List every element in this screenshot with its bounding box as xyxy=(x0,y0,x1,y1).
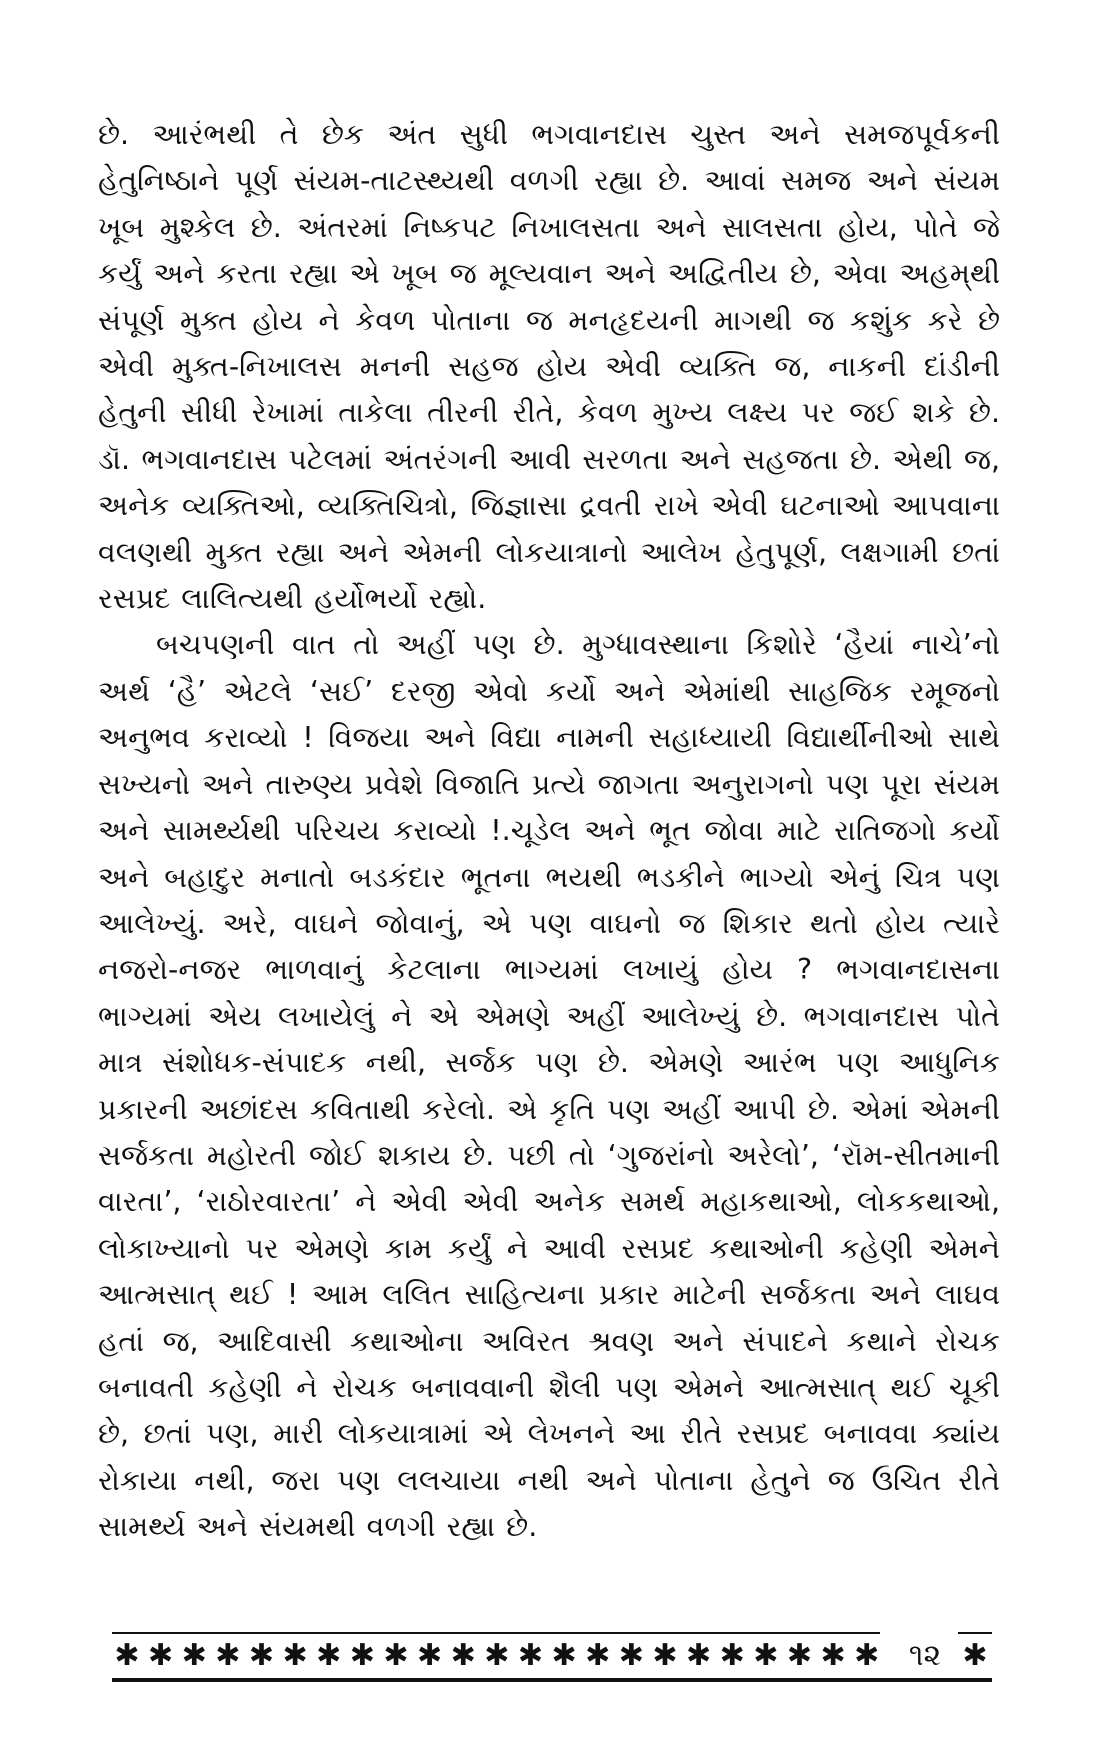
footer-star-icon: ✱ xyxy=(517,1638,544,1673)
footer-star-icon: ✱ xyxy=(450,1638,476,1673)
footer-star-icon: ✱ xyxy=(282,1638,308,1673)
footer-star-icon: ✱ xyxy=(148,1638,174,1673)
page-number: ૧૨ xyxy=(908,1638,942,1673)
footer-star-icon: ✱ xyxy=(753,1638,779,1673)
footer-star-icon: ✱ xyxy=(652,1638,678,1673)
footer-star-icon: ✱ xyxy=(417,1638,443,1673)
footer-star-icon: ✱ xyxy=(248,1638,275,1673)
footer-star-icon: ✱ xyxy=(383,1638,409,1673)
footer-star-icon: ✱ xyxy=(686,1638,712,1673)
footer-rule-top xyxy=(112,1632,880,1634)
footer-star-icon: ✱ xyxy=(316,1638,342,1673)
footer-star-icon: ✱ xyxy=(618,1638,644,1673)
footer-star-icon: ✱ xyxy=(114,1638,140,1673)
footer-star-icon: ✱ xyxy=(820,1638,846,1673)
body-text xyxy=(98,112,1000,1551)
corner-star-rule xyxy=(958,1632,992,1634)
footer-star-icon: ✱ xyxy=(215,1638,241,1673)
footer-star-icon: ✱ xyxy=(551,1638,577,1673)
footer-star-icon: ✱ xyxy=(484,1638,510,1673)
paragraph-continuation: છે. આરંભથી તે છેક અંત સુધી ભગવાનદાસ ચુસ્ત અને સમજપૂર્વકની હેતુનિષ્ઠાને પૂર્ણ સંયમ-તાટસ્થ્યથી વળગી રહ્યા છે. આવાં સમજ અને સંયમ ખૂબ મુશ્કેલ છે. અંતરમાં નિષ્કપટ નિખાલસતા અને સાલસતા હોય, પોતે જે કર્યું અને કરતા રહ્યા એ ખૂબ જ મૂલ્યવાન અને અદ્વિતીય છે, એવા અહમ્‌થી સંપૂર્ણ મુક્ત હોય ને કેવળ પોતાના જ મનહૃદયની માગથી જ કશુંક કરે છે એવી મુક્ત-નિખાલસ મનની સહજ હોય એવી વ્યક્તિ જ, નાકની દાંડીની હેતુની સીધી રેખામાં તાકેલા તીરની રીતે, કેવળ મુખ્ય લક્ષ્ય પર જઈ શકે છે. ડૉ. ભગવાનદાસ પટેલમાં અંતરંગની આવી સરળતા અને સહજતા છે. એથી જ, અનેક વ્યક્તિઓ, વ્યક્તિચિત્રો, જિજ્ઞાસા દ્રવતી રાખે એવી ઘટનાઓ આપવાના વલણથી મુક્ત રહ્યા અને એમની લોકયાત્રાનો આલેખ હેતુપૂર્ણ, લક્ષગામી છતાં રસપ્રદ લાલિત્યથી હર્યોભર્યો રહ્યો. xyxy=(98,118,1000,616)
footer-star-icon: ✱ xyxy=(786,1638,813,1673)
footer-rule-bottom xyxy=(112,1678,992,1682)
corner-star-icon: ✱ xyxy=(962,1638,988,1673)
footer-star-icon: ✱ xyxy=(854,1638,880,1673)
page-footer xyxy=(112,1632,992,1686)
footer-star-icon: ✱ xyxy=(181,1638,207,1673)
footer-star-icon: ✱ xyxy=(349,1638,375,1673)
paragraph-childhood: બચપણની વાત તો અહીં પણ છે. મુગ્ધાવસ્થાના કિશોરે ‘હૈયાં નાચે’નો અર્થ ‘હૈ’ એટલે ‘સઈ’ દરજી એવો કર્યો અને એમાંથી સાહજિક રમૂજનો અનુભવ કરાવ્યો ! વિજયા અને વિદ્યા નામની સહાધ્યાયી વિદ્યાર્થીનીઓ સાથે સખ્યનો અને તારુણ્ય પ્રવેશે વિજાતિ પ્રત્યે જાગતા અનુરાગનો પણ પૂરા સંયમ અને સામર્થ્યથી પરિચય કરાવ્યો !.ચૂડેલ અને ભૂત જોવા માટે રાતિજગો કર્યો અને બહાદુર મનાતો બડકંદાર ભૂતના ભયથી ભડકીને ભાગ્યો એનું ચિત્ર પણ આલેખ્યું. અરે, વાઘને જોવાનું, એ પણ વાઘનો જ શિકાર થતો હોય ત્યારે નજરો-નજર ભાળવાનું કેટલાના ભાગ્યમાં લખાયું હોય ? ભગવાનદાસના ભાગ્યમાં એય લખાયેલું ને એ એમણે અહીં આલેખ્યું છે. ભગવાનદાસ પોતે માત્ર સંશોધક-સંપાદક નથી, સર્જક પણ છે. એમણે આરંભ પણ આધુનિક પ્રકારની અછાંદસ કવિતાથી કરેલો. એ કૃતિ પણ અહીં આપી છે. એમાં એમની સર્જકતા મહોરતી જોઈ શકાય છે. પછી તો ‘ગુજરાંનો અરેલો’, ‘રૉમ-સીતમાની વારતા’, ‘રાઠોરવારતા’ ને એવી એવી અનેક સમર્થ મહાકથાઓ, લોકકથાઓ, લોકાખ્યાનો પર એમણે કામ કર્યું ને આવી રસપ્રદ કથાઓની કહેણી એમને આત્મસાત્ થઈ ! આમ લલિત સાહિત્યના પ્રકાર માટેની સર્જકતા અને લાઘવ હતાં જ, આદિવાસી કથાઓના અવિરત શ્રવણ અને સંપાદને કથાને રોચક બનાવતી કહેણી ને રોચક બનાવવાની શૈલી પણ એમને આત્મસાત્ થઈ ચૂકી છે, છતાં પણ, મારી લોકયાત્રામાં એ લેખનને આ રીતે રસપ્રદ બનાવવા ક્યાંય રોકાયા નથી, જરા પણ લલચાયા નથી અને પોતાના હેતુને જ ઉચિત રીતે સામર્થ્ય અને સંયમથી વળગી રહ્યા છે. xyxy=(98,628,1000,1544)
footer-ornament-row xyxy=(112,1637,882,1675)
footer-star-icon: ✱ xyxy=(719,1638,745,1673)
footer-star-icon: ✱ xyxy=(585,1638,611,1673)
